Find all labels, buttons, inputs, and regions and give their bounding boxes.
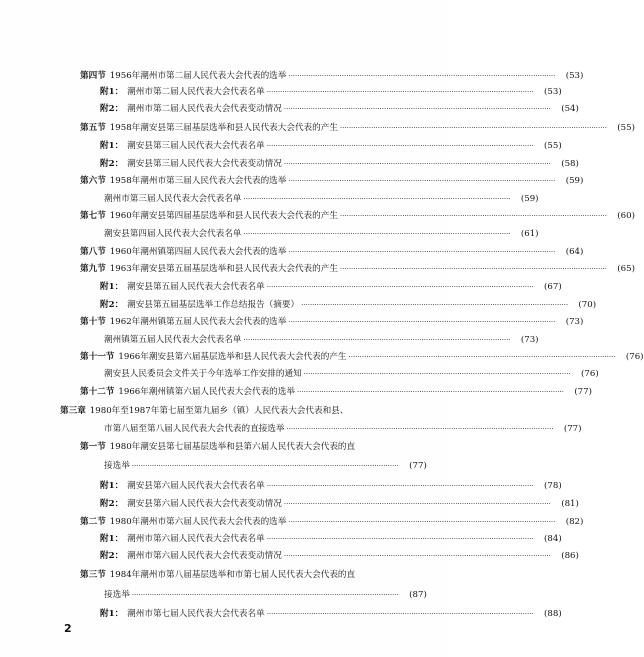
- dot-leader: ························································································································: [339, 124, 607, 132]
- dot-leader: ························································································································: [131, 591, 399, 599]
- toc-entry-label: 附1：: [100, 282, 124, 292]
- toc-entry: [80, 70, 584, 82]
- toc-entry-title: 市第八届至第八届人民代表大会代表的直接选举: [104, 424, 285, 434]
- dot-leader: ························································································································: [266, 535, 534, 543]
- toc-entry-title: 潮安县第四届人民代表大会代表名单: [104, 229, 242, 239]
- toc-entry-title: 潮州市第六届人民代表大会代表名单: [127, 534, 265, 544]
- toc-entry: [100, 334, 539, 346]
- toc-entry-title: 1962年潮州镇第五届人民代表大会代表的选举: [109, 317, 287, 327]
- dot-leader: ························································································································: [266, 610, 534, 618]
- toc-entry-title: 1984年潮州市第八届基层选举和市第七届人民代表大会代表的直: [109, 570, 356, 580]
- toc-entry: [100, 608, 562, 620]
- toc-entry-label: 第一节: [80, 442, 106, 452]
- toc-entry-title: 1980年潮安县第七届基层选举和县第六届人民代表大会代表的直: [109, 442, 356, 452]
- toc-entry-label: 第五节: [80, 123, 106, 133]
- toc-entry-title: 潮州市第二届人民代表大会代表名单: [127, 87, 265, 97]
- toc-entry: [80, 175, 584, 187]
- toc-entry-label: 附1：: [100, 534, 124, 544]
- toc-entry-title: 潮安县人民委员会文件关于今年选举工作安排的通知: [104, 369, 302, 379]
- toc-entry-label: 第八节: [80, 247, 106, 257]
- toc-entry: [100, 460, 427, 472]
- dot-leader: ························································································································: [243, 230, 511, 238]
- toc-entry: [80, 569, 390, 581]
- toc-entry-page: (70): [578, 300, 597, 310]
- toc-entry-page: (59): [565, 176, 584, 186]
- toc-entry: [100, 86, 562, 98]
- dot-leader: ························································································································: [296, 388, 564, 396]
- dot-leader: ························································································································: [288, 177, 556, 185]
- toc-entry-label: 第十节: [80, 317, 106, 327]
- toc-entry-page: (60): [617, 211, 635, 221]
- toc-entry-label: 附2：: [100, 300, 124, 310]
- toc-entry-label: 附2：: [100, 159, 124, 169]
- toc-entry-title: 潮安县第三届人民代表大会代表名单: [127, 141, 265, 151]
- toc-entry-page: (76): [625, 352, 644, 362]
- toc-entry-page: (84): [544, 534, 562, 544]
- toc-entry: [100, 140, 562, 152]
- dot-leader: ························································································································: [288, 518, 556, 526]
- toc-entry: [80, 263, 635, 275]
- toc-entry-label: 附2：: [100, 499, 124, 509]
- dot-leader: ························································································································: [339, 212, 607, 220]
- toc-entry-page: (53): [544, 87, 562, 97]
- toc-entry-page: (67): [544, 282, 562, 292]
- toc-entry-page: (55): [617, 123, 635, 133]
- toc-entry-page: (73): [565, 317, 584, 327]
- toc-entry: [100, 368, 599, 380]
- toc-entry-page: (77): [409, 461, 427, 471]
- toc-entry: [100, 498, 579, 510]
- dot-leader: ························································································································: [288, 248, 556, 256]
- toc-entry-title: 1980年潮州市第六届人民代表大会代表的选举: [109, 517, 287, 527]
- toc-entry-title: 1956年潮州市第二届人民代表大会代表的选举: [109, 71, 287, 81]
- toc-entry-title: 接选举: [104, 461, 130, 471]
- dot-leader: ························································································································: [266, 283, 534, 291]
- toc-entry-title: 1966年潮州镇第六届人民代表大会代表的选举: [118, 387, 295, 397]
- toc-entry: [100, 480, 562, 492]
- dot-leader: ························································································································: [303, 370, 571, 378]
- dot-leader: ························································································································: [283, 160, 551, 168]
- toc-entry-page: (88): [544, 609, 562, 619]
- toc-entry-title: 潮安县第六届人民代表大会代表名单: [127, 481, 265, 491]
- dot-leader: ························································································································: [131, 462, 399, 470]
- toc-entry-page: (54): [561, 104, 579, 114]
- toc-entry-label: 第三章: [60, 406, 86, 416]
- toc-entry: [80, 386, 592, 398]
- toc-entry-page: (77): [574, 387, 592, 397]
- toc-entry-label: 附1：: [100, 87, 124, 97]
- toc-entry: [100, 193, 539, 205]
- toc-entry-title: 潮州市第六届人民代表大会代表变动情况: [127, 551, 282, 561]
- toc-entry: [100, 103, 579, 115]
- toc-entry-label: 附1：: [100, 609, 124, 619]
- dot-leader: ························································································································: [243, 336, 511, 344]
- dot-leader: ························································································································: [266, 142, 534, 150]
- toc-entry-page: (82): [565, 517, 584, 527]
- toc-entry-page: (55): [544, 141, 562, 151]
- toc-entry-title: 1963年潮安县第五届基层选举和县人民代表大会代表的产生: [109, 264, 338, 274]
- toc-entry-title: 1980年至1987年第七届至第九届乡（镇）人民代表大会代表和县、: [89, 406, 349, 416]
- toc-entry-title: 潮安县第五届基层选举工作总结报告（摘要）: [127, 300, 300, 310]
- toc-entry-title: 1960年潮州镇第四届人民代表大会代表的选举: [109, 247, 287, 257]
- toc-entry-page: (58): [561, 159, 579, 169]
- toc-entry: [100, 533, 562, 545]
- toc-entry-label: 附1：: [100, 481, 124, 491]
- dot-leader: ························································································································: [266, 88, 534, 96]
- toc-entry-label: 附2：: [100, 104, 124, 114]
- toc-entry: [100, 228, 539, 240]
- toc-entry-title: 1960年潮安县第四届基层选举和县人民代表大会代表的产生: [109, 211, 338, 221]
- toc-entry-label: 第四节: [80, 71, 106, 81]
- toc-entry-label: 第十二节: [80, 387, 115, 397]
- toc-entry-page: (65): [617, 264, 635, 274]
- dot-leader: ························································································································: [286, 425, 554, 433]
- toc-entry-page: (61): [520, 229, 539, 239]
- toc-entry: [60, 405, 390, 417]
- toc-entry: [80, 246, 584, 258]
- toc-entry-label: 第七节: [80, 211, 106, 221]
- toc-entry: [80, 351, 644, 363]
- toc-entry-page: (59): [520, 194, 539, 204]
- dot-leader: ························································································································: [283, 500, 551, 508]
- toc-entry-page: (77): [563, 424, 582, 434]
- toc-entry-page: (64): [565, 247, 584, 257]
- toc-entry-label: 附1：: [100, 141, 124, 151]
- toc-entry-label: 第三节: [80, 570, 106, 580]
- toc-entry-title: 潮安县第五届人民代表大会代表名单: [127, 282, 265, 292]
- dot-leader: ························································································································: [283, 105, 551, 113]
- toc-entry-page: (78): [544, 481, 562, 491]
- toc-entry-page: (53): [565, 71, 584, 81]
- toc-entry-title: 潮州市第三届人民代表大会代表名单: [104, 194, 242, 204]
- toc-entry: [100, 158, 579, 170]
- toc-entry: [80, 441, 390, 453]
- toc-entry-page: (81): [561, 499, 579, 509]
- toc-entry-title: 1958年潮安县第三届基层选举和县人民代表大会代表的产生: [109, 123, 338, 133]
- dot-leader: ························································································································: [301, 301, 569, 309]
- toc-entry-title: 潮州市第七届人民代表大会代表名单: [127, 609, 265, 619]
- toc-entry: [80, 516, 584, 528]
- toc-entry: [80, 122, 635, 134]
- toc-entry: [100, 589, 427, 601]
- dot-leader: ························································································································: [348, 353, 616, 361]
- page-number: 2: [64, 622, 72, 635]
- toc-entry: [100, 550, 579, 562]
- toc-entry-page: (73): [520, 335, 539, 345]
- toc-entry: [100, 423, 582, 435]
- toc-entry-title: 潮州镇第五届人民代表大会代表名单: [104, 335, 242, 345]
- toc-entry: [100, 299, 597, 311]
- toc-entry-page: (86): [561, 551, 579, 561]
- dot-leader: ························································································································: [266, 482, 534, 490]
- dot-leader: ························································································································: [288, 72, 556, 80]
- toc-entry-title: 潮州市第二届人民代表大会代表变动情况: [127, 104, 282, 114]
- toc-entry-title: 接选举: [104, 590, 130, 600]
- dot-leader: ························································································································: [243, 195, 511, 203]
- toc-entry-label: 第六节: [80, 176, 106, 186]
- toc-entry-label: 附2：: [100, 551, 124, 561]
- toc-entry-title: 潮安县第三届人民代表大会代表变动情况: [127, 159, 282, 169]
- toc-entry-page: (76): [581, 369, 599, 379]
- toc-entry: [80, 316, 584, 328]
- toc-entry-label: 第十一节: [80, 352, 115, 362]
- dot-leader: ························································································································: [283, 552, 551, 560]
- toc-entry-label: 第九节: [80, 264, 106, 274]
- toc-entry-page: (87): [409, 590, 427, 600]
- toc-entry: [100, 281, 562, 293]
- toc-entry-title: 1958年潮州市第三届人民代表大会代表的选举: [109, 176, 287, 186]
- toc-entry: [80, 210, 635, 222]
- toc-entry-title: 潮安县第六届人民代表大会代表变动情况: [127, 499, 282, 509]
- toc-entry-title: 1966年潮安县第六届基层选举和县人民代表大会代表的产生: [118, 352, 347, 362]
- dot-leader: ························································································································: [339, 265, 607, 273]
- toc-entry-label: 第二节: [80, 517, 106, 527]
- dot-leader: ························································································································: [288, 318, 556, 326]
